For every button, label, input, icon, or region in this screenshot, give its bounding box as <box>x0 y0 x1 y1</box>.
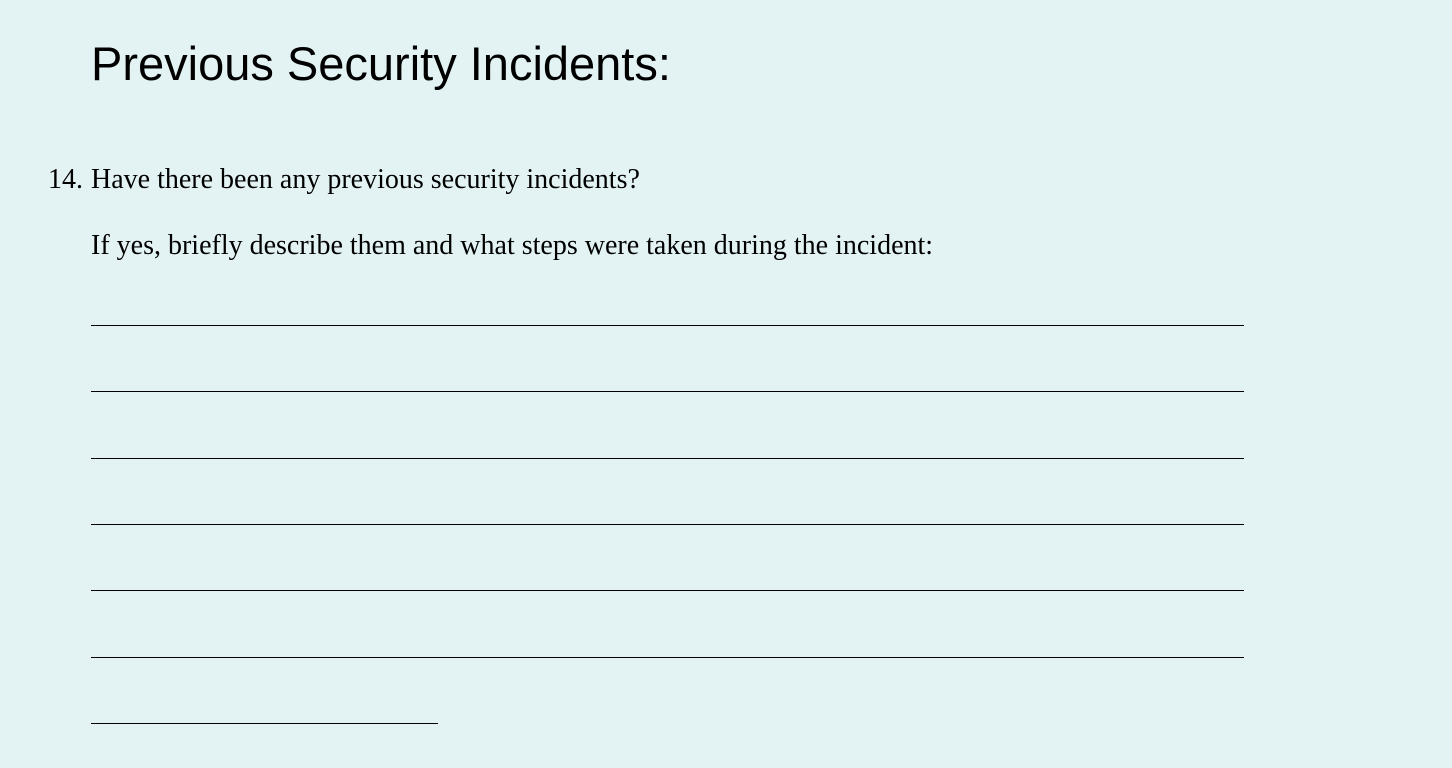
answer-line[interactable] <box>91 325 1244 326</box>
section-heading: Previous Security Incidents: <box>91 37 671 90</box>
answer-line[interactable] <box>91 391 1244 392</box>
answer-line[interactable] <box>91 657 1244 658</box>
question-14 <box>48 162 640 198</box>
answer-line[interactable] <box>91 723 438 724</box>
answer-line[interactable] <box>91 524 1244 525</box>
answer-line[interactable] <box>91 458 1244 459</box>
answer-line[interactable] <box>91 590 1244 591</box>
followup-prompt: If yes, briefly describe them and what steps were taken during the incident: <box>91 230 934 261</box>
question-number: 14. <box>48 164 83 195</box>
question-text: Have there been any previous security incidents? <box>91 164 640 195</box>
